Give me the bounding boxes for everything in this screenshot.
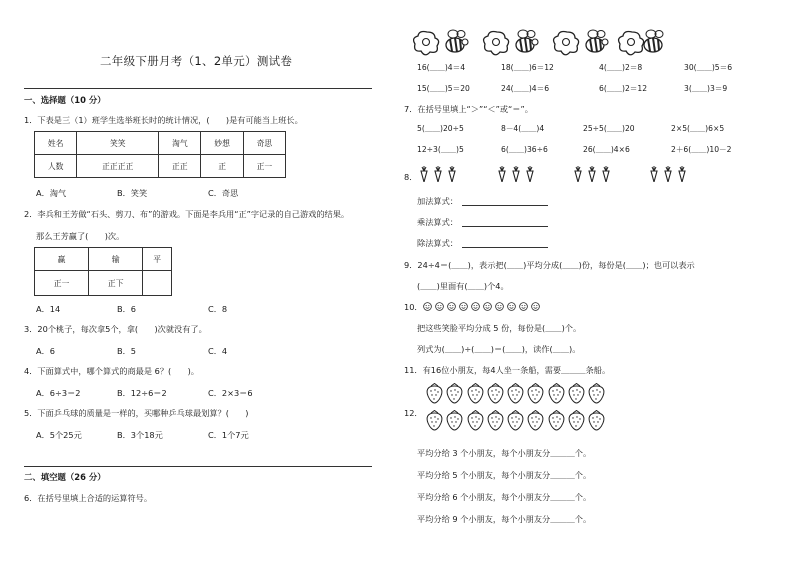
flower-icon (484, 32, 509, 55)
q6-text: 6．在括号里填上合适的运算符号。 (24, 493, 153, 503)
q5-text: 5．下面乒乓球的质量是一样的，买哪种乒乓球最划算？( ) (24, 408, 249, 418)
q5-option-b[interactable]: B．3个18元 (117, 430, 163, 440)
smiley-icon (495, 302, 504, 311)
q6-eq[interactable]: 3(＿＿)3＝9 (684, 84, 728, 93)
q8-division-label: 除法算式： (417, 238, 458, 248)
q3-option-a[interactable]: A．6 (36, 346, 55, 356)
q2-option-a[interactable]: A．14 (36, 304, 61, 314)
strawberry-icon (467, 410, 484, 431)
strawberry-row-2 (426, 410, 609, 431)
table-cell: 正一 (243, 155, 285, 178)
q4-option-b[interactable]: B．12÷6＝2 (117, 388, 167, 398)
table-cell: 平 (143, 248, 172, 271)
flower-icon (619, 32, 644, 55)
strawberry-icon (487, 410, 504, 431)
strawberry-icon (467, 383, 484, 404)
q9-text2[interactable]: (＿＿)里面有(＿＿)个4。 (417, 281, 509, 291)
q3-text: 3．20个桃子，每次拿5个，拿( )次就没有了。 (24, 324, 207, 334)
carrot-icon (496, 166, 508, 182)
q7-eq[interactable]: 25÷5(＿＿)20 (583, 124, 635, 133)
strawberry-icon (588, 410, 605, 431)
q2-table (34, 247, 172, 296)
flower-bee-illustration (413, 28, 665, 58)
table-cell: 人数 (35, 155, 77, 178)
carrot-icon (586, 166, 598, 182)
q5-option-a[interactable]: A．5个25元 (36, 430, 82, 440)
table-row (35, 155, 286, 178)
q9-text[interactable]: 9．24÷4＝(＿＿)，表示把(＿＿)平均分成(＿＿)份，每份是(＿＿)；也可以表示 (404, 260, 695, 270)
smiley-icon (447, 302, 456, 311)
smiley-icon (531, 302, 540, 311)
carrot-icon (432, 166, 444, 182)
q7-eq[interactable]: 6(＿＿)36÷6 (501, 145, 548, 154)
table-cell: 奇思 (243, 132, 285, 155)
q6-eq[interactable]: 24(＿＿)4＝6 (501, 84, 550, 93)
bee-icon (446, 30, 468, 52)
q7-eq[interactable]: 12÷3(＿＿)5 (417, 145, 464, 154)
carrot-group (648, 166, 690, 182)
q4-option-a[interactable]: A．6÷3＝2 (36, 388, 81, 398)
q10-line2[interactable]: 列式为(＿＿)÷(＿＿)＝(＿＿)，读作(＿＿)。 (417, 344, 581, 354)
table-row (35, 271, 172, 296)
carrot-icon (648, 166, 660, 182)
carrot-icon (676, 166, 688, 182)
strawberry-icon (527, 410, 544, 431)
q5-option-c[interactable]: C．1个7元 (208, 430, 249, 440)
table-cell: 淘气 (159, 132, 201, 155)
q6-eq[interactable]: 16(＿＿)4＝4 (417, 63, 466, 72)
q7-text: 7．在括号里填上“＞”“＜”或“＝”。 (404, 104, 533, 114)
q8-division-answer-line[interactable] (462, 247, 548, 248)
q12-line[interactable]: 平均分给 6 个小朋友，每个小朋友分＿＿＿个。 (417, 492, 592, 502)
table-cell: 输 (89, 248, 143, 271)
table-cell: 正 (201, 155, 243, 178)
strawberry-icon (426, 410, 443, 431)
carrot-icon (572, 166, 584, 182)
strawberry-icon (548, 383, 565, 404)
q11-text[interactable]: 11．有16位小朋友，每4人坐一条船，需要＿＿＿条船。 (404, 365, 611, 375)
table-cell: 正正正正 (77, 155, 159, 178)
strawberry-icon (507, 383, 524, 404)
smiley-icon (423, 302, 432, 311)
q1-text: 1．下表是三（1）班学生选举班长时的统计情况，( )是有可能当上班长。 (24, 115, 303, 125)
table-cell: 正正 (159, 155, 201, 178)
flower-icon (554, 32, 579, 55)
carrot-icon (418, 166, 430, 182)
q8-addition-answer-line[interactable] (462, 205, 548, 206)
table-cell (143, 271, 172, 296)
q3-option-c[interactable]: C．4 (208, 346, 228, 356)
strawberry-row-1 (426, 383, 609, 404)
q7-eq[interactable]: 2×5(＿＿)6×5 (671, 124, 725, 133)
bee-icon (644, 30, 663, 52)
q10-label: 10． (404, 302, 423, 312)
table-row (35, 132, 286, 155)
smiley-icon (435, 302, 444, 311)
smiley-icon (507, 302, 516, 311)
q12-line[interactable]: 平均分给 3 个小朋友，每个小朋友分＿＿＿个。 (417, 448, 592, 458)
table-cell: 正下 (89, 271, 143, 296)
q6-eq[interactable]: 30(＿＿)5＝6 (684, 63, 733, 72)
q2-option-b[interactable]: B．6 (117, 304, 137, 314)
table-row (35, 248, 172, 271)
section1-heading: 一、选择题（10 分） (24, 95, 106, 105)
strawberry-icon (507, 410, 524, 431)
bee-icon (586, 30, 608, 52)
q7-eq[interactable]: 8－4(＿＿)4 (501, 124, 545, 133)
q1-table (34, 131, 286, 178)
q1-option-b[interactable]: B．笑笑 (117, 188, 148, 198)
strawberry-icon (446, 410, 463, 431)
q2-option-c[interactable]: C．8 (208, 304, 228, 314)
smiley-icon (471, 302, 480, 311)
table-cell: 姓名 (35, 132, 77, 155)
carrot-group (496, 166, 538, 182)
section-divider (24, 466, 372, 467)
carrot-group (418, 166, 460, 182)
q12-line[interactable]: 平均分给 9 个小朋友，每个小朋友分＿＿＿个。 (417, 514, 592, 524)
strawberry-icon (487, 383, 504, 404)
q7-eq[interactable]: 2＋6(＿＿)10－2 (671, 145, 732, 154)
title-divider (24, 88, 372, 89)
q6-eq[interactable]: 6(＿＿)2＝12 (599, 84, 648, 93)
q2-text: 2．李兵和王芳做“石头、剪刀、布”的游戏。下面是李兵用“正”字记录的自己游戏的结果。 (24, 209, 350, 219)
table-cell: 笑笑 (77, 132, 159, 155)
carrot-icon (524, 166, 536, 182)
q12-label: 12． (404, 408, 423, 418)
strawberry-icon (426, 383, 443, 404)
q1-option-c[interactable]: C．奇思 (208, 188, 239, 198)
bee-icon (516, 30, 538, 52)
strawberry-icon (568, 410, 585, 431)
smiley-icon (483, 302, 492, 311)
section2-heading: 二、填空题（26 分） (24, 472, 106, 482)
q3-option-b[interactable]: B．5 (117, 346, 137, 356)
flower-icon (414, 32, 439, 55)
strawberry-icon (548, 410, 565, 431)
q2-text2: 那么王芳赢了( )次。 (36, 231, 125, 241)
strawberry-icon (446, 383, 463, 404)
strawberry-icon (527, 383, 544, 404)
q7-eq[interactable]: 5(＿＿)20÷5 (417, 124, 464, 133)
q8-multiplication-label: 乘法算式： (417, 217, 458, 227)
carrot-icon (446, 166, 458, 182)
carrot-icon (600, 166, 612, 182)
strawberry-icon (588, 383, 605, 404)
carrot-icon (662, 166, 674, 182)
q8-addition-label: 加法算式： (417, 196, 458, 206)
q10-line1[interactable]: 把这些笑脸平均分成 5 份，每份是(＿＿)个。 (417, 323, 582, 333)
q8-label: 8． (404, 172, 418, 182)
q6-eq[interactable]: 15(＿＿)5＝20 (417, 84, 470, 93)
page-title: 二年级下册月考（1、2单元）测试卷 (100, 54, 293, 68)
q8-multiplication-answer-line[interactable] (462, 226, 548, 227)
q4-option-c[interactable]: C．2×3＝6 (208, 388, 253, 398)
smiley-icon (459, 302, 468, 311)
smiley-row (423, 302, 543, 311)
table-cell: 正一 (35, 271, 89, 296)
q12-line[interactable]: 平均分给 5 个小朋友，每个小朋友分＿＿＿个。 (417, 470, 592, 480)
q7-eq[interactable]: 26(＿＿)4×6 (583, 145, 630, 154)
q4-text: 4．下面算式中，哪个算式的商最是 6？( )。 (24, 366, 199, 376)
q6-eq[interactable]: 4(＿＿)2＝8 (599, 63, 643, 72)
q1-option-a[interactable]: A．淘气 (36, 188, 67, 198)
carrot-group (572, 166, 614, 182)
q6-eq[interactable]: 18(＿＿)6＝12 (501, 63, 554, 72)
strawberry-icon (568, 383, 585, 404)
table-cell: 妙想 (201, 132, 243, 155)
smiley-icon (519, 302, 528, 311)
table-cell: 赢 (35, 248, 89, 271)
carrot-icon (510, 166, 522, 182)
